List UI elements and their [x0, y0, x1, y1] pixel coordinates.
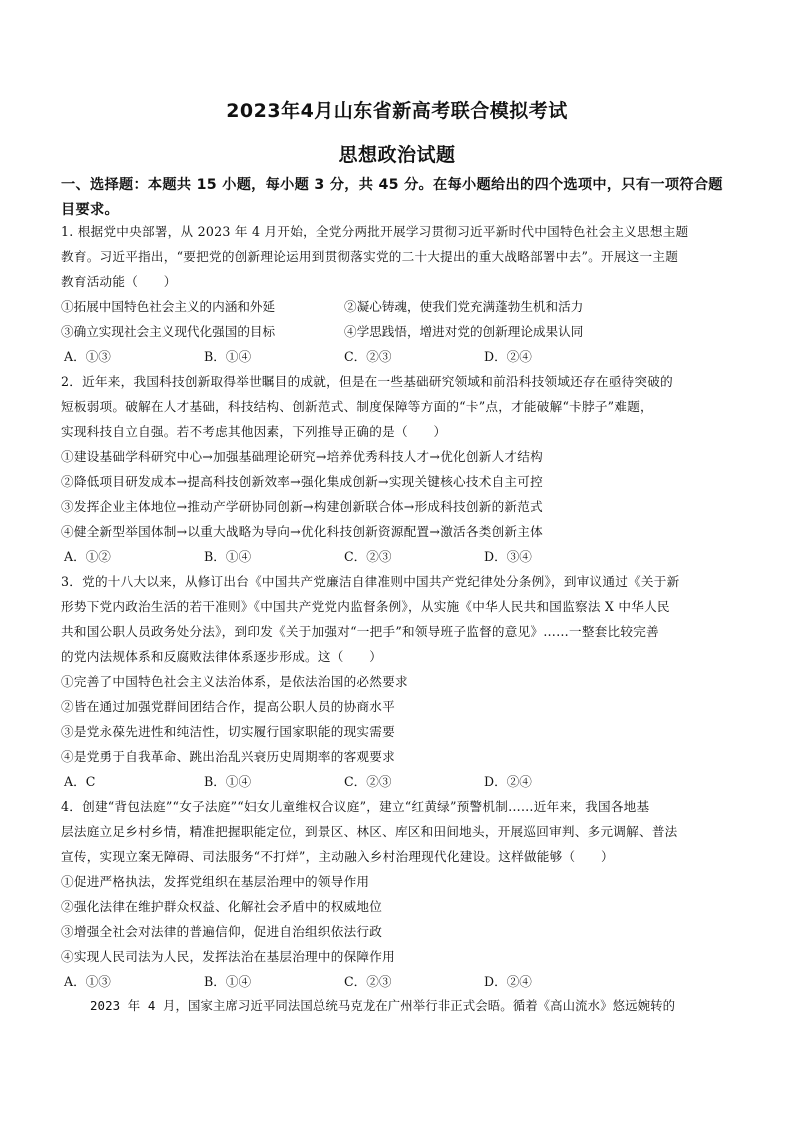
- q3-stem-line: 共和国公职人员政务处分法》，到印发《关于加强对“一把手”和领导班子监督的意见》……一整套比较完善: [61, 624, 659, 639]
- q1-item: ②凝心铸魂，使我们党充满蓬勃生机和活力: [344, 299, 584, 314]
- q3-option-d: D．②④: [484, 774, 532, 789]
- q3-item: ②皆在通过加强党群间团结合作，提高公职人员的协商水平: [61, 699, 395, 714]
- q4-item: ③增强全社会对法律的普遍信仰，促进自治组织依法行政: [61, 924, 383, 939]
- q3-stem-line: 形势下党内政治生活的若干准则》《中国共产党党内监督条例》，从实施《中华人民共和国监察法 X 中华人民: [61, 599, 670, 614]
- q1-item: ①拓展中国特色社会主义的内涵和外延: [61, 299, 276, 314]
- q1-option-b: B．①④: [204, 349, 252, 364]
- q2-item: ④健全新型举国体制→以重大战略为导向→优化科技创新资源配置→激活各类创新主体: [61, 524, 543, 539]
- q2-item: ③发挥企业主体地位→推动产学研协同创新→构建创新联合体→形成科技创新的新范式: [61, 499, 543, 514]
- exam-subtitle: 思想政治试题: [338, 144, 456, 166]
- q3-option-b: B．①④: [204, 774, 252, 789]
- exam-title: 2023年4月山东省新高考联合模拟考试: [226, 100, 568, 122]
- q3-stem-line: 3．党的十八大以来，从修订出台《中国共产党廉洁自律准则中国共产党纪律处分条例》，到审议通过《关于新: [61, 574, 680, 589]
- q1-stem-line: 教育活动能（ ）: [61, 274, 177, 289]
- q4-option-d: D．②④: [484, 974, 532, 989]
- q2-option-c: C．②③: [344, 549, 392, 564]
- q4-option-c: C．②③: [344, 974, 392, 989]
- q1-item: ④学思践悟，增进对党的创新理论成果认同: [344, 324, 584, 339]
- q4-item: ①促进严格执法，发挥党组织在基层治理中的领导作用: [61, 874, 370, 889]
- q3-item: ④是党勇于自我革命、跳出治乱兴衰历史周期率的客观要求: [61, 749, 395, 764]
- q1-stem-line: 1. 根据党中央部署，从 2023 年 4 月开始，全党分两批开展学习贯彻习近平新时代中国特色社会主义思想主题: [61, 224, 689, 239]
- q2-option-b: B．①④: [204, 549, 252, 564]
- q2-option-a: A．①②: [64, 549, 111, 564]
- section-heading: 一、选择题：本题共 15 小题，每小题 3 分，共 45 分。在每小题给出的四个选项中，只有一项符合题目要求。: [61, 177, 723, 218]
- q3-item: ①完善了中国特色社会主义法治体系，是依法治国的必然要求: [61, 674, 408, 689]
- q4-option-b: B．①④: [204, 974, 252, 989]
- q3-item: ③是党永葆先进性和纯洁性，切实履行国家职能的现实需要: [61, 724, 395, 739]
- q4-item: ④实现人民司法为人民，发挥法治在基层治理中的保障作用: [61, 949, 395, 964]
- q1-item: ③确立实现社会主义现代化强国的目标: [61, 324, 276, 339]
- q4-stem-line: 层法庭立足乡村乡情，精准把握职能定位，到景区、林区、库区和田间地头，开展巡回审判、多元调解、普法: [61, 824, 678, 839]
- q2-stem-line: 2．近年来，我国科技创新取得举世瞩目的成就，但是在一些基础研究领域和前沿科技领域还存在亟待突破的: [61, 374, 673, 389]
- q2-item: ②降低项目研发成本→提高科技创新效率→强化集成创新→实现关键核心技术自主可控: [61, 474, 543, 489]
- q1-option-a: A．①③: [64, 349, 111, 364]
- q4-option-a: A．①③: [64, 974, 111, 989]
- q2-stem-line: 短板弱项。破解在人才基础，科技结构、创新范式、制度保障等方面的“卡”点，才能破解“卡脖子”难题，: [61, 399, 653, 414]
- q3-option-a: A．C: [64, 774, 96, 789]
- q2-item: ①建设基础学科研究中心→加强基础理论研究→培养优秀科技人才→优化创新人才结构: [61, 449, 543, 464]
- q4-stem-line: 4．创建“背包法庭”“女子法庭”“妇女儿童维权合议庭”，建立“红黄绿”预警机制……近年来，我国各地基: [61, 799, 650, 814]
- q3-option-c: C．②③: [344, 774, 392, 789]
- q2-stem-line: 实现科技自立自强。若不考虑其他因素，下列推导正确的是（ ）: [61, 424, 447, 439]
- q4-item: ②强化法律在维护群众权益、化解社会矛盾中的权威地位: [61, 899, 383, 914]
- q1-option-c: C．②③: [344, 349, 392, 364]
- q1-stem-line: 教育。习近平指出，“要把党的创新理论运用到贯彻落实党的二十大提出的重大战略部署中去”。开展这一主题: [61, 249, 679, 264]
- passage-line: 2023 年 4 月，国家主席习近平同法国总统马克龙在广州举行非正式会晤。循着《高山流水》悠远婉转的: [90, 998, 676, 1013]
- q2-option-d: D．③④: [484, 549, 532, 564]
- q4-stem-line: 宣传，实现立案无障碍、司法服务“不打烊”，主动融入乡村治理现代化建设。这样做能够（ ）: [61, 849, 614, 864]
- q1-option-d: D．②④: [484, 349, 532, 364]
- q3-stem-line: 的党内法规体系和反腐败法律体系逐步形成。这（ ）: [61, 649, 383, 664]
